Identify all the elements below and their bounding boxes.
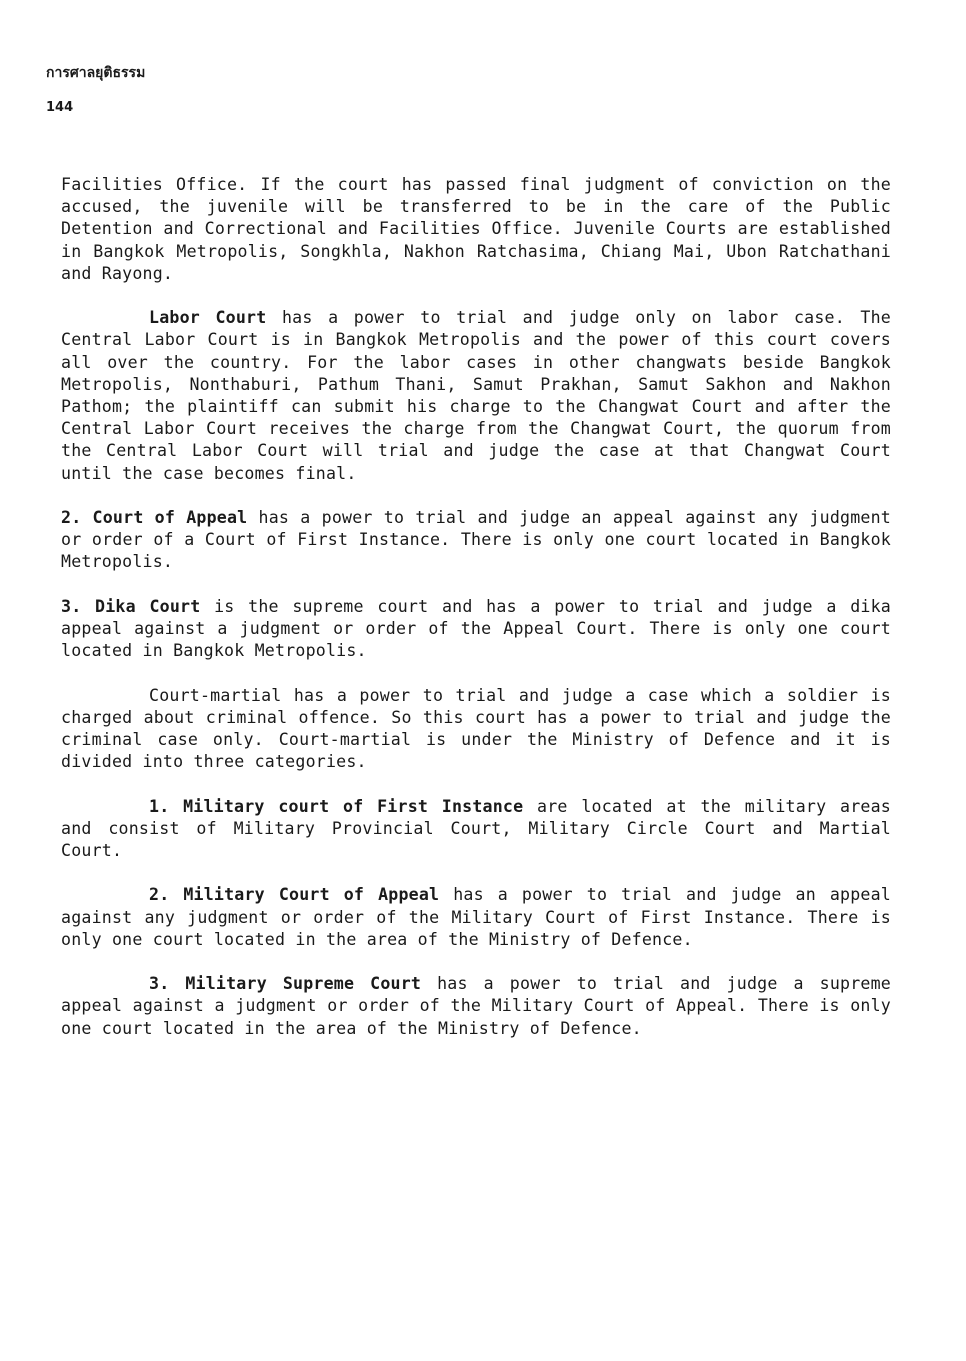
paragraph-text: are located at the military areas and consist of Military Provincial Court, Military Circle Court and Martial Court. [61,796,891,861]
body-text [61,174,891,1040]
page-number: 144 [46,100,74,115]
section-label: 2. Military Court of Appeal [149,885,440,905]
section-label: 1. Military court of First Instance [149,796,524,816]
paragraph-text: has a power to trial and judge an appeal against any judgment or order of the Military Court of First Instance. There is only one court located in the area of the Ministry of Defence. [61,885,891,949]
running-header: การศาลยุติธรรม [46,65,146,81]
paragraph-military-court-of-appeal [61,884,891,951]
paragraph-court-martial [61,685,891,774]
section-label: 3. Military Supreme Court [149,974,422,994]
section-label: 2. Court of Appeal [61,508,248,528]
paragraph-text: Facilities Office. If the court has passed final judgment of conviction on the accused, the juvenile will be transferred to be in the care of the Public Detention and Correctional and Facilities Office. Juvenile Courts are established in Bangkok Metropolis, Songkhla, Nakhon Ratchasima, Chiang Mai, Ubon Ratchathani and Rayong. [61,175,891,283]
paragraph-military-supreme-court [61,973,891,1040]
paragraph-text: is the supreme court and has a power to trial and judge a dika appeal against a judgment or order of the Appeal Court. There is only one court located in Bangkok Metropolis. [61,596,891,661]
paragraph-labor-court [61,307,891,485]
section-label: 3. Dika Court [61,596,201,616]
paragraph-text: has a power to trial and judge a supreme appeal against a judgment or order of the Military Court of Appeal. There is only one court located in the area of the Ministry of Defence. [61,974,891,1038]
paragraph-military-court-first-instance [61,796,891,863]
section-label: Labor Court [149,308,267,328]
paragraph-court-of-appeal [61,507,891,574]
paragraph-text: has a power to trial and judge only on labor case. The Central Labor Court is in Bangkok Metropolis and the power of this court covers all over the country. For the labor cases in other changwats beside Bangkok Metropolis, Nonthaburi, Pathum Thani, Samut Prakhan, Samut Sakhon and Nakhon Pathom; the plaintiff can submit his charge to the Changwat Court and after the Central Labor Court receives the charge from the Changwat Court, the quorum from the Central Labor Court will trial and judge the case at that Changwat Court until the case becomes final. [61,308,891,483]
paragraph-text: has a power to trial and judge an appeal against any judgment or order of a Court of First Instance. There is only one court located in Bangkok Metropolis. [61,508,891,572]
paragraph-juvenile-court-continued [61,174,891,285]
paragraph-dika-court [61,596,891,663]
paragraph-text: Court-martial has a power to trial and judge a case which a soldier is charged about criminal offence. So this court has a power to trial and judge the criminal case only. Court-martial is under the Ministry of Defence and it is divided into three categories. [61,685,891,772]
